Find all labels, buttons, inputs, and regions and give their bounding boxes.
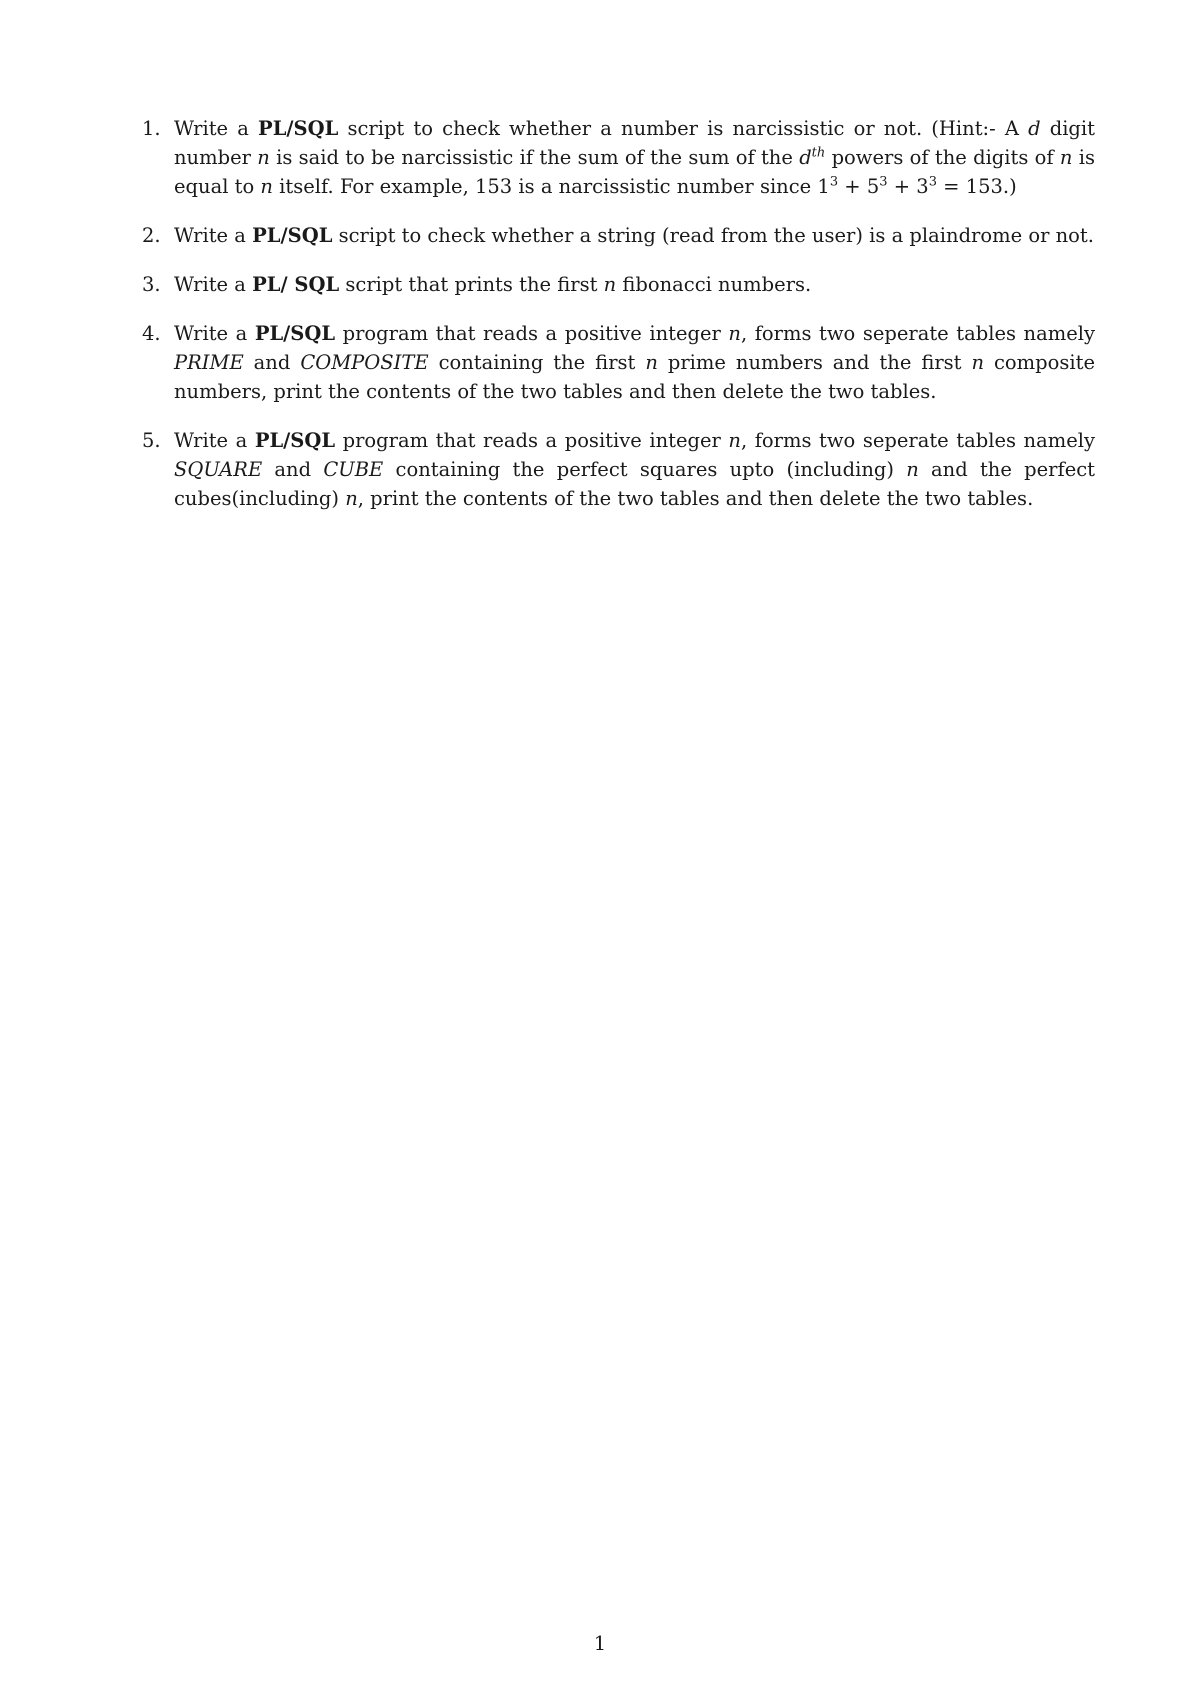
problem-item-1 bbox=[140, 114, 1095, 201]
problem-text: , print the contents of the two tables and then delete the two tables. bbox=[357, 487, 1034, 510]
keyword-plsql: PL/SQL bbox=[258, 117, 339, 140]
problem-item-3 bbox=[140, 270, 1095, 299]
problem-list bbox=[140, 114, 1095, 533]
problem-text: , forms two seperate tables namely bbox=[740, 429, 1095, 452]
math-variable: d bbox=[799, 146, 812, 169]
math-superscript: 3 bbox=[928, 174, 937, 190]
problem-text: Write a bbox=[174, 322, 255, 345]
table-name: CUBE bbox=[323, 458, 384, 481]
math-variable: n bbox=[1059, 146, 1073, 169]
problem-text: program that reads a positive integer bbox=[335, 322, 729, 345]
problem-item-2 bbox=[140, 221, 1095, 250]
math-variable: n bbox=[728, 429, 741, 452]
table-name: PRIME bbox=[174, 351, 244, 374]
problem-text: digit number bbox=[174, 117, 1095, 169]
problem-text: script to check whether a number is narcissistic or not. (Hint:- A bbox=[338, 117, 1029, 140]
problem-text: prime numbers and the first bbox=[657, 351, 972, 374]
math-variable: n bbox=[603, 273, 617, 296]
keyword-plsql: PL/SQL bbox=[254, 322, 336, 345]
problem-text: is equal to bbox=[174, 146, 1095, 198]
keyword-plsql: PL/SQL bbox=[254, 429, 336, 452]
problem-item-5 bbox=[140, 426, 1095, 513]
math-variable: n bbox=[257, 146, 270, 169]
problem-text: + 5 bbox=[838, 175, 880, 198]
math-variable: d bbox=[1028, 117, 1041, 140]
problem-text: and bbox=[262, 458, 324, 481]
problem-text: is said to be narcissistic if the sum of the sum of the bbox=[269, 146, 800, 169]
math-variable: n bbox=[345, 487, 358, 510]
problem-text: composite numbers, print the contents of the two tables and then delete the two tables. bbox=[174, 351, 1095, 403]
problem-text: script to check whether a string (read from the user) is a plaindrome or not. bbox=[332, 224, 1094, 247]
problem-text: = 153.) bbox=[936, 175, 1017, 198]
problem-text: , forms two seperate tables namely bbox=[740, 322, 1095, 345]
math-variable: n bbox=[645, 351, 658, 374]
problem-text: and bbox=[243, 351, 301, 374]
table-name: SQUARE bbox=[174, 458, 263, 481]
item-number: 3. bbox=[142, 273, 161, 296]
math-variable: n bbox=[260, 175, 273, 198]
math-variable: n bbox=[728, 322, 741, 345]
problem-text: + 3 bbox=[887, 175, 929, 198]
problem-text: Write a bbox=[174, 273, 253, 296]
page-number: 1 bbox=[593, 1632, 607, 1655]
problem-text: script that prints the first bbox=[339, 273, 604, 296]
problem-text: containing the first bbox=[428, 351, 646, 374]
math-variable: n bbox=[906, 458, 919, 481]
item-number: 2. bbox=[142, 224, 161, 247]
problem-text: fibonacci numbers. bbox=[616, 273, 812, 296]
problem-text: Write a bbox=[174, 224, 253, 247]
math-superscript: 3 bbox=[829, 174, 839, 190]
problem-text: Write a bbox=[174, 117, 259, 140]
problem-text: and the perfect cubes(including) bbox=[174, 458, 1095, 510]
math-variable: n bbox=[971, 351, 985, 374]
problem-text: powers of the digits of bbox=[825, 146, 1060, 169]
keyword-plsql: PL/SQL bbox=[252, 224, 333, 247]
item-number: 5. bbox=[142, 429, 161, 452]
problem-text: itself. For example, 153 is a narcissistic number since 1 bbox=[272, 175, 830, 198]
item-number: 4. bbox=[142, 322, 161, 345]
table-name: COMPOSITE bbox=[300, 351, 429, 374]
problem-text: program that reads a positive integer bbox=[335, 429, 729, 452]
problem-text: containing the perfect squares upto (including) bbox=[383, 458, 907, 481]
item-number: 1. bbox=[142, 117, 161, 140]
math-superscript: 3 bbox=[879, 174, 888, 190]
problem-text: Write a bbox=[174, 429, 255, 452]
keyword-plsql: PL/ SQL bbox=[252, 273, 340, 296]
math-superscript: th bbox=[811, 145, 826, 161]
problem-item-4 bbox=[140, 319, 1095, 406]
